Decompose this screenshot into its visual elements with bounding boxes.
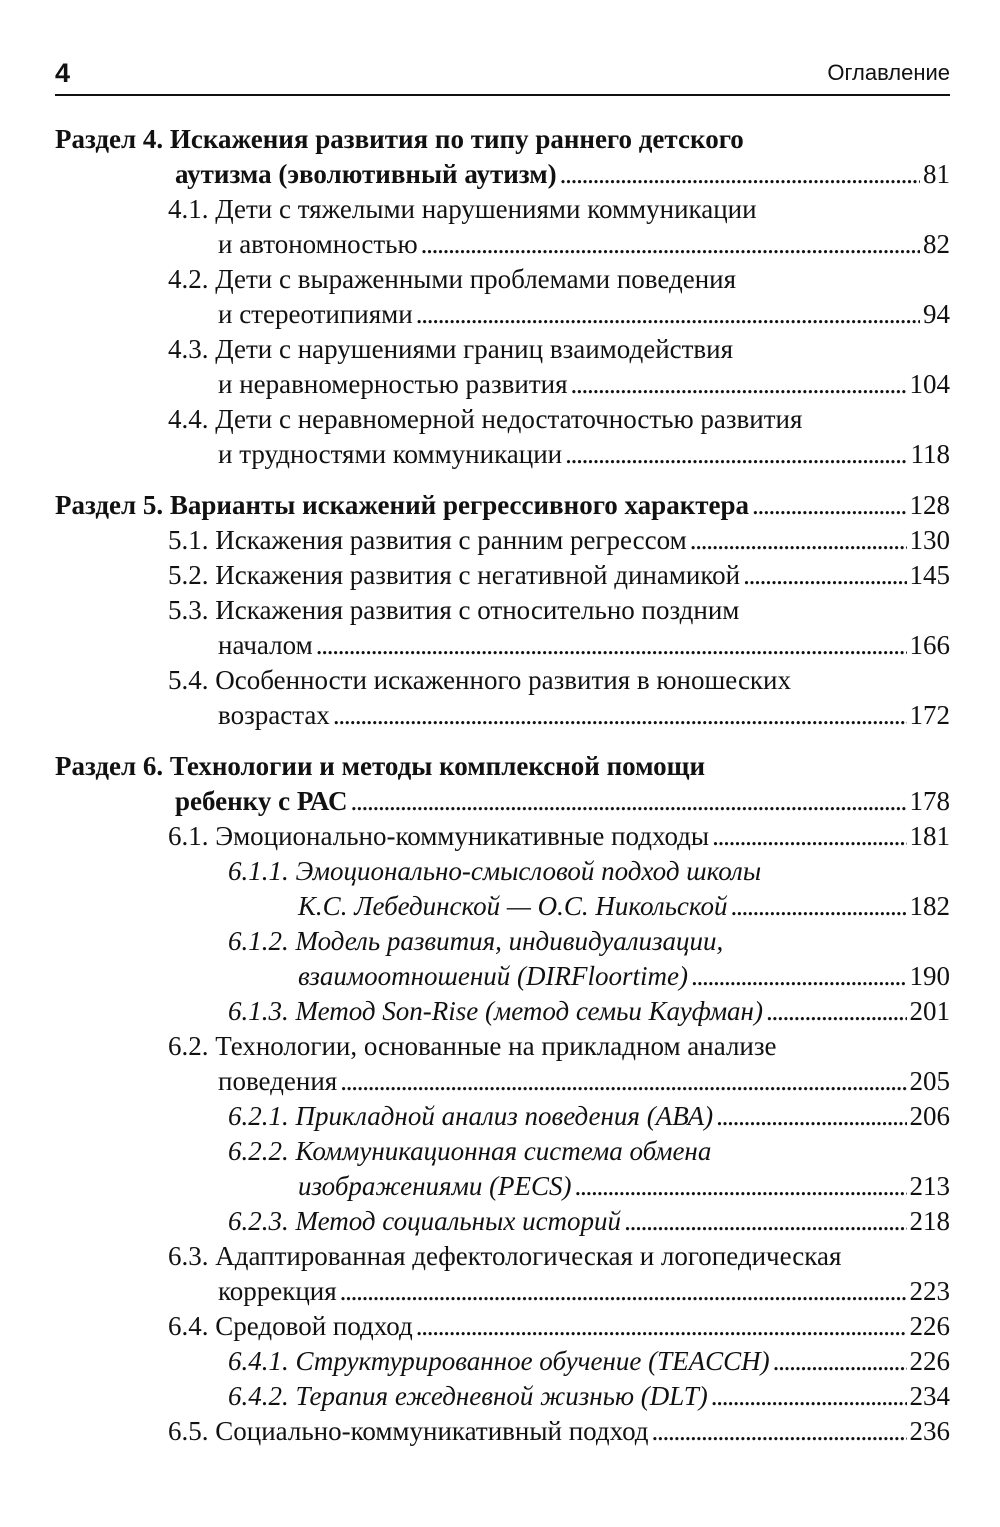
- toc-entry-title[interactable]: 4.1. Дети с тяжелыми нарушениями коммуникации: [168, 194, 757, 224]
- toc-entry-leader[interactable]: [228, 994, 950, 1028]
- toc-entry-leader[interactable]: [218, 628, 950, 662]
- leader-dots: [565, 437, 907, 471]
- running-title: Оглавление: [827, 60, 950, 85]
- leader-dots: [711, 1379, 907, 1413]
- toc-entry-leader[interactable]: [168, 1414, 950, 1448]
- toc-page-number: 82: [923, 229, 950, 259]
- page-number: 4: [55, 58, 71, 88]
- leader-dots: [712, 819, 906, 853]
- toc-entry-leader[interactable]: [228, 1099, 950, 1133]
- toc-entry-leader[interactable]: [228, 1344, 950, 1378]
- leader-dots: [624, 1204, 906, 1238]
- toc-entry-cont: и автономностью: [218, 229, 418, 259]
- toc-entry-cont: и стереотипиями: [218, 299, 413, 329]
- toc-page-number: 226: [909, 1311, 950, 1341]
- toc-entry-leader[interactable]: [298, 1169, 950, 1203]
- toc-entry-leader[interactable]: [218, 698, 950, 732]
- leader-dots: [416, 297, 920, 331]
- toc-page-number: 190: [909, 961, 950, 991]
- toc-entry-leader[interactable]: [168, 558, 950, 592]
- toc-page-number: 205: [909, 1066, 950, 1096]
- toc-entry-title: 6.2.1. Прикладной анализ поведения (АВА): [228, 1101, 714, 1131]
- toc-page-number: 182: [909, 891, 950, 921]
- toc-entry-leader[interactable]: [228, 1204, 950, 1238]
- toc-entry-title: 6.2.3. Метод социальных историй: [228, 1206, 622, 1236]
- toc-page-number: 181: [909, 821, 950, 851]
- toc-entry-leader[interactable]: [168, 819, 950, 853]
- leader-dots: [416, 1309, 907, 1343]
- toc-entry-cont: началом: [218, 630, 313, 660]
- toc-entry-title: 6.4.2. Терапия ежедневной жизнью (DLT): [228, 1381, 708, 1411]
- toc-entry-leader[interactable]: [168, 1309, 950, 1343]
- leader-dots: [730, 889, 906, 923]
- toc-entry-title[interactable]: 4.2. Дети с выраженными проблемами поведения: [168, 264, 737, 294]
- toc-entry-cont: и трудностями коммуникации: [218, 439, 563, 469]
- toc-entry-cont: и неравномерностью развития: [218, 369, 568, 399]
- leader-dots: [752, 488, 906, 522]
- toc-entry-cont: поведения: [218, 1066, 338, 1096]
- leader-dots: [560, 157, 920, 191]
- toc-page-number: 226: [909, 1346, 950, 1376]
- leader-dots: [716, 1099, 906, 1133]
- leader-dots: [340, 1274, 907, 1308]
- toc-entry-cont: К.С. Лебединской — О.С. Никольской: [298, 891, 728, 921]
- toc-entry-title[interactable]: Раздел 6. Технологии и методы комплексной помощи: [55, 751, 706, 781]
- toc-page-number: 145: [909, 560, 950, 590]
- toc-page-number: 234: [909, 1381, 950, 1411]
- toc-entry-leader[interactable]: [55, 488, 950, 522]
- toc-entry-leader[interactable]: [218, 1274, 950, 1308]
- toc-page-number: 201: [909, 996, 950, 1026]
- leader-dots: [766, 994, 907, 1028]
- leader-dots: [690, 523, 907, 557]
- toc-entry-leader[interactable]: [175, 157, 950, 191]
- toc-entry-leader[interactable]: [298, 889, 950, 923]
- toc-entry-title[interactable]: 6.1.2. Модель развития, индивидуализации,: [228, 926, 724, 956]
- toc-page-number: 218: [909, 1206, 950, 1236]
- toc-entry-title: 6.4. Средовой подход: [168, 1311, 413, 1341]
- toc-entry-title: 5.1. Искажения развития с ранним регрессом: [168, 525, 687, 555]
- leader-dots: [743, 558, 906, 592]
- toc-page-number: 128: [909, 490, 950, 520]
- toc-page-number: 213: [909, 1171, 950, 1201]
- toc-entry-title[interactable]: 5.4. Особенности искаженного развития в юношеских: [168, 665, 791, 695]
- toc-page-number: 166: [909, 630, 950, 660]
- toc-page-number: 206: [909, 1101, 950, 1131]
- toc-entry-title: 6.1. Эмоционально-коммуникативные подходы: [168, 821, 710, 851]
- toc-entry-cont: изображениями (PECS): [298, 1171, 572, 1201]
- toc-page-number: 118: [910, 439, 950, 469]
- toc-entry-leader[interactable]: [218, 297, 950, 331]
- toc-entry-title: 6.4.1. Структурированное обучение (TEACCH): [228, 1346, 770, 1376]
- toc-entry-cont: ребенку с РАС: [175, 786, 348, 816]
- toc-entry-title[interactable]: 6.3. Адаптированная дефектологическая и логопедическая: [168, 1241, 842, 1271]
- toc-entry-cont: взаимоотношений (DIRFloortime): [298, 961, 688, 991]
- leader-dots: [773, 1344, 907, 1378]
- toc-entry-title: 6.1.3. Метод Son-Rise (метод семьи Кауфман): [228, 996, 763, 1026]
- toc-entry-title[interactable]: 5.3. Искажения развития с относительно поздним: [168, 595, 740, 625]
- leader-dots: [351, 784, 907, 818]
- page-header: [55, 58, 950, 96]
- toc-entry-title[interactable]: 6.1.1. Эмоционально-смысловой подход школы: [228, 856, 762, 886]
- toc-page-number: 223: [909, 1276, 950, 1306]
- leader-dots: [316, 628, 907, 662]
- toc-entry-title: 6.5. Социально-коммуникативный подход: [168, 1416, 649, 1446]
- toc-entry-title: 5.2. Искажения развития с негативной динамикой: [168, 560, 741, 590]
- toc-entry-cont: коррекция: [218, 1276, 337, 1306]
- toc-entry-leader[interactable]: [168, 523, 950, 557]
- toc-entry-title[interactable]: 4.3. Дети с нарушениями границ взаимодействия: [168, 334, 734, 364]
- toc-entry-leader[interactable]: [218, 437, 950, 471]
- leader-dots: [691, 959, 907, 993]
- toc-entry-leader[interactable]: [218, 367, 950, 401]
- toc-entry-leader[interactable]: [298, 959, 950, 993]
- toc-page-number: 94: [923, 299, 950, 329]
- toc-page-number: 172: [909, 700, 950, 730]
- toc-page-number: 81: [923, 159, 950, 189]
- toc-entry-leader[interactable]: [228, 1379, 950, 1413]
- toc-entry-leader[interactable]: [218, 1064, 950, 1098]
- toc-entry-title[interactable]: Раздел 4. Искажения развития по типу раннего детского: [55, 124, 744, 154]
- toc-page-number: 104: [909, 369, 950, 399]
- toc-entry-title[interactable]: 6.2.2. Коммуникационная система обмена: [228, 1136, 712, 1166]
- toc-entry-cont: возрастах: [218, 700, 330, 730]
- leader-dots: [333, 698, 907, 732]
- leader-dots: [571, 367, 907, 401]
- leader-dots: [575, 1169, 907, 1203]
- toc-page-number: 236: [909, 1416, 950, 1446]
- toc-entry-title[interactable]: 4.4. Дети с неравномерной недостаточностью развития: [168, 404, 803, 434]
- toc-page-number: 130: [909, 525, 950, 555]
- toc-page-number: 178: [909, 786, 950, 816]
- leader-dots: [652, 1414, 907, 1448]
- toc-entry-cont: аутизма (эволютивный аутизм): [175, 159, 557, 189]
- toc-entry-title: Раздел 5. Варианты искажений регрессивного характера: [55, 490, 750, 520]
- toc-entry-leader[interactable]: [175, 784, 950, 818]
- toc-entry-title[interactable]: 6.2. Технологии, основанные на прикладном анализе: [168, 1031, 777, 1061]
- leader-dots: [421, 227, 920, 261]
- toc-entry-leader[interactable]: [218, 227, 950, 261]
- leader-dots: [340, 1064, 906, 1098]
